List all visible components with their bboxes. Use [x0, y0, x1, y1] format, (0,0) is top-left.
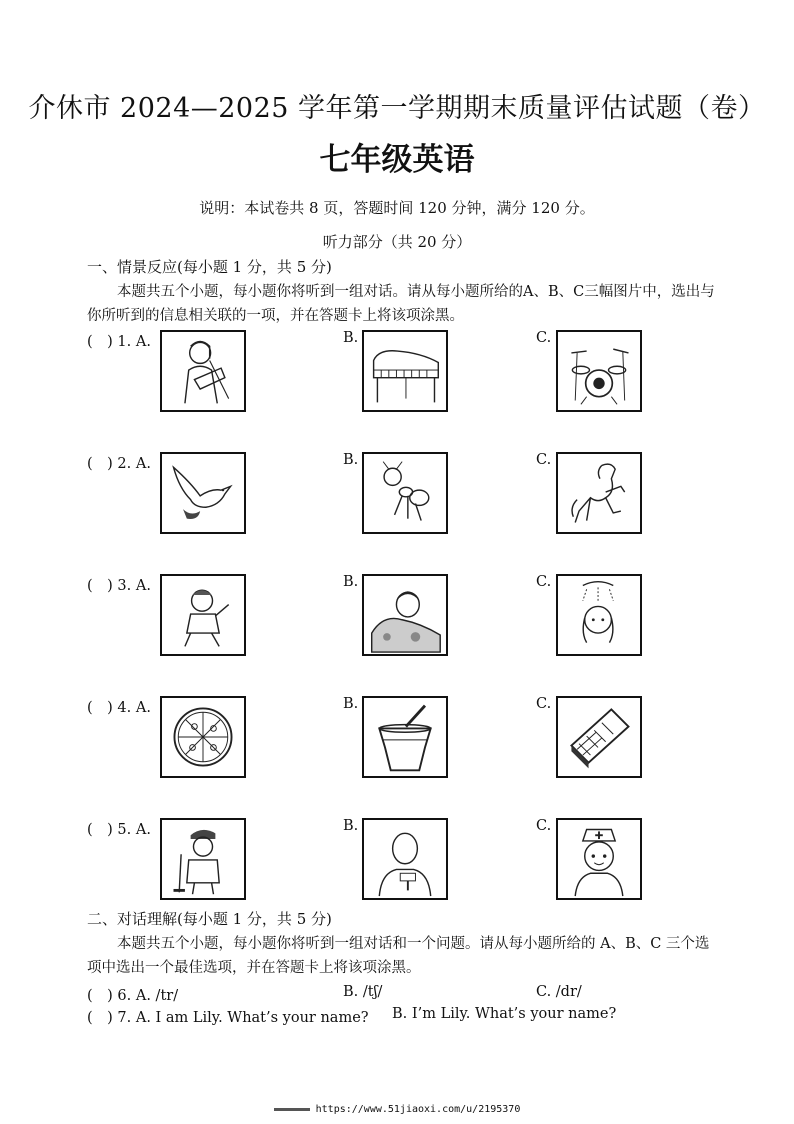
section2-heading: 二、对话理解(每小题 1 分，共 5 分): [87, 910, 332, 928]
question-1-c-label: C.: [536, 330, 552, 346]
question-6-label: ( ) 6. A. /tr/: [87, 988, 179, 1004]
drum-kit-icon[interactable]: [556, 330, 642, 412]
question-6-b: B. /tʃ/: [343, 984, 383, 1000]
listening-part-heading: 听力部分（共 20 分）: [322, 233, 472, 251]
bird-icon[interactable]: [160, 452, 246, 534]
cleaner-icon[interactable]: [160, 818, 246, 900]
question-2-label: ( ) 2. A.: [87, 456, 151, 472]
question-3-b-label: B.: [343, 574, 359, 590]
exam-subtitle: 七年级英语: [319, 142, 475, 178]
footer-mark-icon: [274, 1108, 310, 1111]
girl-showering-icon[interactable]: [556, 574, 642, 656]
boy-sleeping-icon[interactable]: [362, 574, 448, 656]
question-2-c-label: C.: [536, 452, 552, 468]
footer: [0, 1104, 794, 1115]
nurse-icon[interactable]: [556, 818, 642, 900]
boy-brushing-teeth-icon[interactable]: [160, 574, 246, 656]
footer-url[interactable]: https://www.51jiaoxi.com/u/2195370: [315, 1104, 521, 1115]
reporter-icon[interactable]: [362, 818, 448, 900]
exam-note: 说明：本试卷共 8 页，答题时间 120 分钟，满分 120 分。: [199, 199, 595, 217]
question-5-label: ( ) 5. A.: [87, 822, 151, 838]
question-7-label: ( ) 7. A. I am Lily. What’s your name?: [87, 1010, 369, 1026]
section2-instruction: 本题共五个小题，每小题你将听到一组对话和一个问题。请从每小题所给的 A、B、C 三个选项中选出一个最佳选项，并在答题卡上将该项涂黑。: [87, 936, 710, 976]
exam-title: 介休市 2024—2025 学年第一学期期末质量评估试题（卷）: [28, 93, 766, 124]
question-2-b-label: B.: [343, 452, 359, 468]
question-6-c: C. /dr/: [536, 984, 582, 1000]
yogurt-icon[interactable]: [362, 696, 448, 778]
section1-heading: 一、情景反应(每小题 1 分，共 5 分): [87, 258, 332, 276]
question-5-b-label: B.: [343, 818, 359, 834]
question-1-b-label: B.: [343, 330, 359, 346]
piano-icon[interactable]: [362, 330, 448, 412]
section1-instruction: 本题共五个小题，每小题你将听到一组对话。请从每小题所给的A、B、C三幅图片中，选出与你所听到的信息相关联的一项，并在答题卡上将该项涂黑。: [87, 284, 715, 324]
violin-player-icon[interactable]: [160, 330, 246, 412]
question-4-b-label: B.: [343, 696, 359, 712]
question-3-c-label: C.: [536, 574, 552, 590]
chocolate-icon[interactable]: [556, 696, 642, 778]
pizza-icon[interactable]: [160, 696, 246, 778]
question-4-label: ( ) 4. A.: [87, 700, 151, 716]
question-1-label: ( ) 1. A.: [87, 334, 151, 350]
horse-icon[interactable]: [556, 452, 642, 534]
question-7-b: B. I’m Lily. What’s your name?: [392, 1006, 617, 1022]
question-5-c-label: C.: [536, 818, 552, 834]
question-3-label: ( ) 3. A.: [87, 578, 151, 594]
ant-icon[interactable]: [362, 452, 448, 534]
question-4-c-label: C.: [536, 696, 552, 712]
